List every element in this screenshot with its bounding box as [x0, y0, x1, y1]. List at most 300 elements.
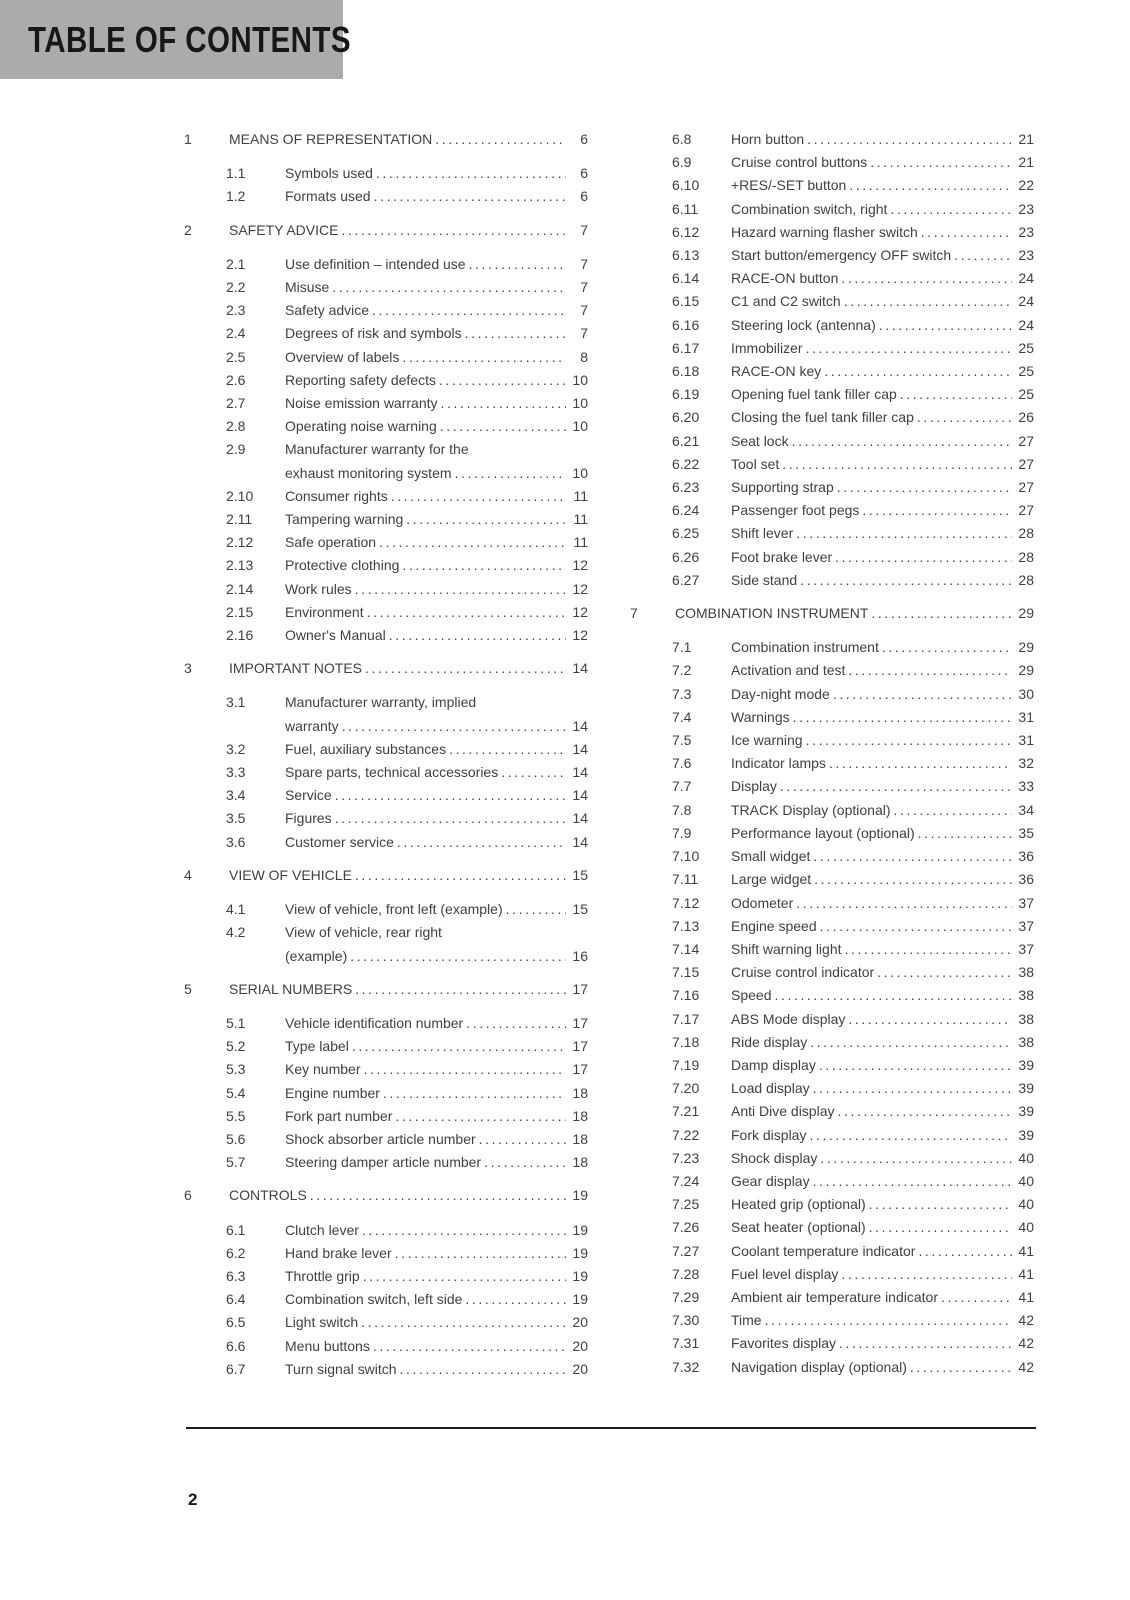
dot-leader	[765, 1309, 1012, 1332]
toc-entry-row[interactable]	[630, 174, 1034, 197]
toc-entry-row[interactable]	[184, 369, 588, 392]
entry-number: 2.2	[226, 279, 246, 296]
toc-entry-row[interactable]	[630, 868, 1034, 891]
toc-row-body	[731, 1031, 1034, 1054]
page-ref: 15	[572, 901, 588, 918]
toc-entry-row[interactable]	[184, 415, 588, 438]
toc-row-last-line	[731, 337, 1034, 360]
entry-title: Navigation display (optional)	[731, 1358, 907, 1375]
entry-title: Engine speed	[731, 917, 817, 934]
page-ref: 23	[1018, 223, 1034, 240]
dot-leader	[361, 1311, 566, 1334]
toc-entry-row[interactable]	[184, 1358, 588, 1381]
toc-entry-row[interactable]	[184, 784, 588, 807]
toc-entry-row[interactable]	[630, 1100, 1034, 1123]
chapter-number: 5	[184, 980, 192, 997]
toc-row-last-line	[285, 253, 588, 276]
entry-number: 7.28	[672, 1265, 700, 1282]
toc-row-body	[285, 601, 588, 624]
entry-number: 5.6	[226, 1130, 246, 1147]
entry-number: 6.18	[672, 363, 700, 380]
page-ref: 23	[1018, 200, 1034, 217]
dot-leader	[848, 659, 1012, 682]
toc-row-last-line	[731, 151, 1034, 174]
toc-entry-row[interactable]	[630, 221, 1034, 244]
toc-entry-row[interactable]	[630, 314, 1034, 337]
toc-row-body	[731, 499, 1034, 522]
toc-entry-row[interactable]	[630, 775, 1034, 798]
page-ref: 7	[580, 279, 588, 296]
entry-title: Load display	[731, 1080, 810, 1097]
page-ref: 34	[1018, 801, 1034, 818]
entry-title: Combination switch, right	[731, 200, 888, 217]
toc-row-body	[285, 921, 588, 967]
toc-row-last-line	[285, 392, 588, 415]
entry-number: 2.14	[226, 580, 254, 597]
toc-entry-row[interactable]	[630, 151, 1034, 174]
entry-title: Time	[731, 1312, 762, 1329]
toc-row-body	[731, 1332, 1034, 1355]
dot-leader	[848, 1008, 1012, 1031]
toc-row-last-line	[731, 1031, 1034, 1054]
toc-entry-row[interactable]	[630, 1054, 1034, 1077]
toc-chapter-row[interactable]	[630, 602, 1034, 625]
toc-row-last-line	[229, 219, 588, 242]
page-ref: 32	[1018, 755, 1034, 772]
entry-title: RACE-ON key	[731, 363, 822, 380]
page-ref: 30	[1018, 685, 1034, 702]
toc-row-last-line	[731, 1170, 1034, 1193]
toc-entry-row[interactable]	[184, 1082, 588, 1105]
chapter-title: IMPORTANT NOTES	[229, 660, 363, 677]
toc-entry-row[interactable]	[630, 1309, 1034, 1332]
toc-chapter-row[interactable]	[184, 864, 588, 887]
toc-row-last-line	[731, 174, 1034, 197]
entry-number: 5.5	[226, 1107, 246, 1124]
toc-chapter-row[interactable]	[184, 657, 588, 680]
toc-entry-row[interactable]	[630, 636, 1034, 659]
page-ref: 8	[580, 348, 588, 365]
entry-title: Large widget	[731, 871, 812, 888]
entry-number: 2.16	[226, 627, 254, 644]
entry-number: 6.6	[226, 1337, 246, 1354]
toc-entry-row[interactable]	[184, 392, 588, 415]
dot-leader	[469, 253, 566, 276]
toc-chapter-row[interactable]	[184, 1184, 588, 1207]
entry-title: ABS Mode display	[731, 1010, 846, 1027]
dot-leader	[792, 430, 1012, 453]
page-ref: 7	[580, 255, 588, 272]
toc-entry-row[interactable]	[184, 738, 588, 761]
entry-number: 6.24	[672, 502, 700, 519]
toc-chapter-row[interactable]	[184, 219, 588, 242]
entry-number: 6.19	[672, 386, 700, 403]
toc-row-body	[731, 267, 1034, 290]
toc-row-body	[285, 1128, 588, 1151]
entry-title: Service	[285, 787, 332, 804]
dot-leader	[820, 915, 1012, 938]
toc-entry-row[interactable]	[184, 162, 588, 185]
page-ref: 18	[572, 1084, 588, 1101]
toc-entry-row[interactable]	[184, 554, 588, 577]
toc-entry-row[interactable]	[184, 601, 588, 624]
entry-title: Cruise control buttons	[731, 154, 868, 171]
toc-entry-row[interactable]	[184, 1265, 588, 1288]
toc-chapter-row[interactable]	[184, 978, 588, 1001]
entry-number: 2.3	[226, 302, 246, 319]
page-ref: 6	[580, 165, 588, 182]
toc-entry-row[interactable]	[184, 921, 588, 967]
toc-row-last-line	[731, 267, 1034, 290]
dot-leader	[813, 845, 1012, 868]
dot-leader	[332, 276, 566, 299]
dot-leader	[800, 569, 1012, 592]
toc-row-last-line	[731, 961, 1034, 984]
toc-entry-row[interactable]	[184, 253, 588, 276]
toc-entry-row[interactable]	[630, 729, 1034, 752]
entry-title: Operating noise warning	[285, 418, 437, 435]
entry-number: 7.24	[672, 1172, 700, 1189]
page-ref: 19	[572, 1221, 588, 1238]
toc-entry-row[interactable]	[630, 569, 1034, 592]
chapter-title: SAFETY ADVICE	[229, 221, 339, 238]
entry-title: Customer service	[285, 833, 394, 850]
chapter-title: COMBINATION INSTRUMENT	[675, 605, 869, 622]
toc-entry-row[interactable]	[630, 267, 1034, 290]
dot-leader	[954, 244, 1012, 267]
entry-title: Tool set	[731, 455, 780, 472]
entry-title: Environment	[285, 603, 364, 620]
entry-number: 5.2	[226, 1038, 246, 1055]
toc-entry-row[interactable]	[630, 1077, 1034, 1100]
page-ref: 38	[1018, 1033, 1034, 1050]
toc-entry-row[interactable]	[630, 1240, 1034, 1263]
entry-number: 6.20	[672, 409, 700, 426]
entry-title: Owner's Manual	[285, 627, 386, 644]
toc-entry-row[interactable]	[184, 1012, 588, 1035]
entry-title: Safety advice	[285, 302, 370, 319]
toc-row-last-line	[285, 162, 588, 185]
chapter-number: 6	[184, 1187, 192, 1204]
toc-entry-row[interactable]	[184, 898, 588, 921]
entry-title: Seat heater (optional)	[731, 1219, 866, 1236]
dot-leader	[870, 151, 1012, 174]
toc-row-body	[285, 624, 588, 647]
toc-row-body	[731, 1309, 1034, 1332]
page-ref: 38	[1018, 964, 1034, 981]
dot-leader	[810, 1031, 1012, 1054]
toc-entry-row[interactable]	[630, 1170, 1034, 1193]
entry-title: (example)	[285, 947, 348, 964]
dot-leader	[813, 1170, 1012, 1193]
toc-row-body	[731, 360, 1034, 383]
page-ref: 29	[1018, 605, 1034, 622]
dot-leader	[362, 1219, 566, 1242]
page-ref: 40	[1018, 1219, 1034, 1236]
toc-row-last-line	[731, 522, 1034, 545]
chapter-number: 2	[184, 221, 192, 238]
toc-row-last-line	[731, 636, 1034, 659]
entry-title: Seat lock	[731, 432, 789, 449]
toc-entry-row[interactable]	[630, 1124, 1034, 1147]
toc-entry-row[interactable]	[630, 892, 1034, 915]
toc-entry-row[interactable]	[184, 807, 588, 830]
entry-number: 6.23	[672, 479, 700, 496]
toc-chapter-row[interactable]	[184, 128, 588, 151]
toc-entry-row[interactable]	[630, 337, 1034, 360]
page-ref: 17	[572, 1038, 588, 1055]
toc-entry-row[interactable]	[630, 706, 1034, 729]
entry-title: Ride display	[731, 1033, 808, 1050]
entry-title: Performance layout (optional)	[731, 824, 915, 841]
toc-entry-row[interactable]	[184, 691, 588, 737]
toc-row-body	[285, 738, 588, 761]
dot-leader	[921, 221, 1012, 244]
toc-row-body	[285, 322, 588, 345]
toc-entry-row[interactable]	[184, 1335, 588, 1358]
toc-entry-row[interactable]	[184, 624, 588, 647]
footer-page-number: 2	[188, 1490, 198, 1509]
dot-leader	[837, 476, 1012, 499]
toc-entry-row[interactable]	[184, 1058, 588, 1081]
entry-number: 6.22	[672, 455, 700, 472]
toc-row-body	[285, 1012, 588, 1035]
toc-row-last-line	[731, 706, 1034, 729]
toc-entry-row[interactable]	[630, 1263, 1034, 1286]
dot-leader	[890, 198, 1012, 221]
toc-entry-row[interactable]	[630, 683, 1034, 706]
toc-entry-row[interactable]	[184, 1311, 588, 1334]
toc-entry-row[interactable]	[184, 508, 588, 531]
toc-entry-row[interactable]	[630, 499, 1034, 522]
page-ref: 24	[1018, 316, 1034, 333]
page-ref: 12	[572, 557, 588, 574]
page-ref: 24	[1018, 270, 1034, 287]
toc-row-last-line	[285, 1335, 588, 1358]
entry-number: 7.15	[672, 964, 700, 981]
entry-number: 7.7	[672, 778, 692, 795]
entry-title: Steering damper article number	[285, 1154, 482, 1171]
dot-leader	[910, 1356, 1012, 1379]
toc-entry-row[interactable]	[630, 659, 1034, 682]
entry-title-line: Manufacturer warranty, implied	[285, 694, 477, 711]
toc-row-last-line	[731, 476, 1034, 499]
page-title	[28, 19, 422, 61]
page-ref: 19	[572, 1187, 588, 1204]
toc-entry-row[interactable]	[184, 578, 588, 601]
entry-number: 4.2	[226, 924, 246, 941]
toc-row-last-line	[285, 554, 588, 577]
dot-leader	[372, 299, 566, 322]
toc-entry-row[interactable]	[630, 476, 1034, 499]
toc-row-last-line	[229, 1184, 588, 1207]
page-ref: 40	[1018, 1149, 1034, 1166]
entry-number: 7.27	[672, 1242, 700, 1259]
toc-entry-row[interactable]	[630, 453, 1034, 476]
toc-row-last-line	[731, 290, 1034, 313]
toc-row-body	[731, 706, 1034, 729]
toc-entry-row[interactable]	[630, 1031, 1034, 1054]
toc-entry-row[interactable]	[184, 531, 588, 554]
entry-title: Work rules	[285, 580, 352, 597]
toc-entry-row[interactable]	[630, 290, 1034, 313]
toc-entry-row[interactable]	[630, 546, 1034, 569]
toc-entry-row[interactable]	[630, 984, 1034, 1007]
entry-number: 2.15	[226, 603, 254, 620]
dot-leader	[355, 864, 566, 887]
toc-entry-row[interactable]	[184, 346, 588, 369]
toc-row-body	[285, 831, 588, 854]
toc-entry-row[interactable]	[630, 244, 1034, 267]
page-ref: 6	[580, 131, 588, 147]
toc-entry-row[interactable]	[630, 1193, 1034, 1216]
toc-entry-row[interactable]	[184, 1105, 588, 1128]
toc-entry-row[interactable]	[630, 1332, 1034, 1355]
toc-row-body	[229, 219, 588, 242]
toc-entry-row[interactable]	[630, 752, 1034, 775]
toc-entry-row[interactable]	[184, 1035, 588, 1058]
toc-entry-row[interactable]	[184, 1219, 588, 1242]
toc-entry-row[interactable]	[630, 406, 1034, 429]
toc-row-last-line	[731, 499, 1034, 522]
toc-entry-row[interactable]	[184, 1151, 588, 1174]
toc-row-body	[731, 1286, 1034, 1309]
page-ref: 14	[572, 833, 588, 850]
dot-leader	[869, 1216, 1012, 1239]
toc-column-right	[630, 128, 1034, 1379]
chapter-number: 3	[184, 660, 192, 677]
dot-leader	[335, 807, 566, 830]
toc-row-last-line	[285, 1265, 588, 1288]
toc-row-body	[675, 602, 1034, 625]
toc-row-last-line	[731, 729, 1034, 752]
toc-entry-row[interactable]	[184, 1242, 588, 1265]
page-ref: 28	[1018, 548, 1034, 565]
toc-entry-row[interactable]	[630, 961, 1034, 984]
entry-number: 6.27	[672, 571, 700, 588]
header-bar	[0, 0, 351, 79]
toc-entry-row[interactable]	[630, 383, 1034, 406]
entry-number: 6.8	[672, 131, 692, 147]
toc-entry-row[interactable]	[630, 938, 1034, 961]
toc-row-body	[285, 1035, 588, 1058]
toc-entry-row[interactable]	[184, 1128, 588, 1151]
page-ref: 7	[580, 221, 588, 238]
entry-number: 6.16	[672, 316, 700, 333]
entry-number: 7.21	[672, 1103, 700, 1120]
toc-row-last-line	[285, 1358, 588, 1381]
toc-entry-row[interactable]	[630, 522, 1034, 545]
dot-leader	[845, 938, 1012, 961]
page-ref: 31	[1018, 708, 1034, 725]
dot-leader	[829, 752, 1012, 775]
toc-entry-row[interactable]	[184, 761, 588, 784]
page-ref: 19	[572, 1267, 588, 1284]
toc-entry-row[interactable]	[630, 845, 1034, 868]
toc-entry-row[interactable]	[184, 831, 588, 854]
entry-title: TRACK Display (optional)	[731, 801, 891, 818]
toc-row-body	[731, 406, 1034, 429]
toc-row-last-line	[285, 415, 588, 438]
entry-number: 6.15	[672, 293, 700, 310]
footer-rule	[186, 1427, 1036, 1429]
toc-row-body	[285, 898, 588, 921]
toc-row-body	[285, 1242, 588, 1265]
toc-entry-row[interactable]	[630, 1008, 1034, 1031]
dot-leader	[835, 546, 1012, 569]
toc-row-last-line	[285, 185, 588, 208]
entry-number: 7.17	[672, 1010, 700, 1027]
page-ref: 28	[1018, 525, 1034, 542]
entry-title: Turn signal switch	[285, 1360, 397, 1377]
dot-leader	[871, 602, 1012, 625]
entry-number: 6.17	[672, 339, 700, 356]
dot-leader	[455, 462, 566, 485]
dot-leader	[877, 961, 1012, 984]
toc-row-last-line	[285, 1288, 588, 1311]
entry-title: Shock display	[731, 1149, 818, 1166]
toc-entry-row[interactable]	[184, 185, 588, 208]
toc-row-body	[731, 1147, 1034, 1170]
toc-row-last-line	[731, 430, 1034, 453]
toc-entry-row[interactable]	[630, 1147, 1034, 1170]
toc-entry-row[interactable]	[630, 915, 1034, 938]
toc-entry-row[interactable]	[184, 322, 588, 345]
entry-number: 6.13	[672, 247, 700, 264]
entry-title: Vehicle identification number	[285, 1014, 464, 1031]
toc-entry-row[interactable]	[630, 1286, 1034, 1309]
chapter-number: 1	[184, 131, 192, 147]
entry-number: 3.2	[226, 740, 246, 757]
dot-leader	[501, 761, 566, 784]
toc-entry-row[interactable]	[184, 299, 588, 322]
toc-entry-row[interactable]	[630, 128, 1034, 151]
toc-row-last-line	[731, 1124, 1034, 1147]
dot-leader	[833, 683, 1012, 706]
dot-leader	[395, 1242, 566, 1265]
page-ref: 39	[1018, 1103, 1034, 1120]
toc-entry-row[interactable]	[184, 485, 588, 508]
entry-title: Day-night mode	[731, 685, 830, 702]
entry-title: Fork part number	[285, 1107, 393, 1124]
toc-row-body	[731, 752, 1034, 775]
dot-leader	[918, 1240, 1012, 1263]
dot-leader	[465, 1288, 566, 1311]
page-ref: 7	[580, 302, 588, 319]
toc-entry-row[interactable]	[630, 1216, 1034, 1239]
toc-entry-row[interactable]	[184, 276, 588, 299]
toc-row-body	[285, 554, 588, 577]
toc-entry-row[interactable]	[630, 1356, 1034, 1379]
entry-title: Key number	[285, 1061, 361, 1078]
dot-leader	[941, 1286, 1012, 1309]
toc-row-body	[731, 1263, 1034, 1286]
toc-entry-row[interactable]	[630, 430, 1034, 453]
toc-row-last-line	[285, 1128, 588, 1151]
toc-entry-row[interactable]	[630, 799, 1034, 822]
toc-entry-row[interactable]	[630, 822, 1034, 845]
entry-number: 7.13	[672, 917, 700, 934]
toc-row-body	[285, 253, 588, 276]
entry-title: Degrees of risk and symbols	[285, 325, 462, 342]
entry-title: Combination switch, left side	[285, 1291, 463, 1308]
toc-entry-row[interactable]	[630, 198, 1034, 221]
toc-entry-row[interactable]	[184, 1288, 588, 1311]
entry-title: Hazard warning flasher switch	[731, 223, 918, 240]
toc-row-body	[285, 415, 588, 438]
toc-entry-row[interactable]	[630, 360, 1034, 383]
toc-entry-row[interactable]	[184, 438, 588, 484]
